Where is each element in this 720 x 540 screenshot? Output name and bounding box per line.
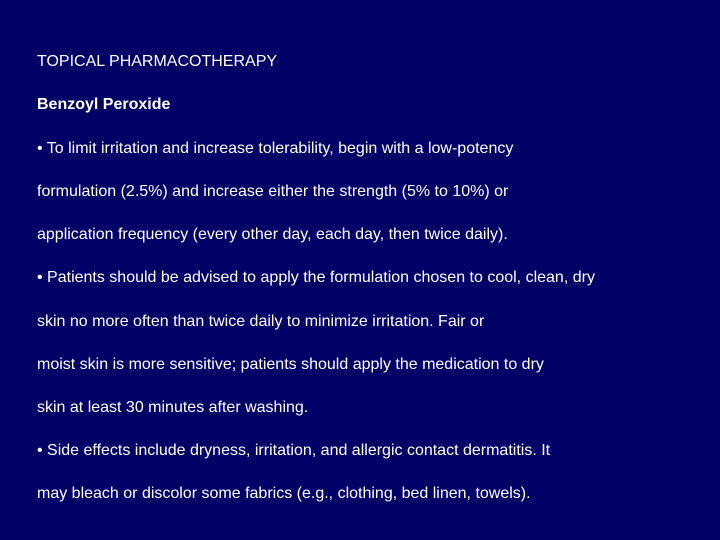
bullet-1-line-1: • To limit irritation and increase tolerability, begin with a low-potency — [37, 140, 514, 157]
bullet-3-line-2: may bleach or discolor some fabrics (e.g., clothing, bed linen, towels). — [37, 485, 531, 502]
bullet-2-line-2: skin no more often than twice daily to minimize irritation. Fair or — [37, 313, 485, 330]
slide-subtitle: Benzoyl Peroxide — [37, 96, 171, 113]
bullet-3-line-1: • Side effects include dryness, irritation, and allergic contact dermatitis. It — [37, 442, 551, 459]
slide-title: TOPICAL PHARMACOTHERAPY — [37, 53, 278, 70]
bullet-1-line-2: formulation (2.5%) and increase either the strength (5% to 10%) or — [37, 183, 509, 200]
bullet-2-line-3: moist skin is more sensitive; patients should apply the medication to dry — [37, 356, 544, 373]
bullet-2-line-4: skin at least 30 minutes after washing. — [37, 399, 309, 416]
bullet-1-line-3: application frequency (every other day, each day, then twice daily). — [37, 226, 508, 243]
bullet-2-line-1: • Patients should be advised to apply the formulation chosen to cool, clean, dry — [37, 269, 595, 286]
